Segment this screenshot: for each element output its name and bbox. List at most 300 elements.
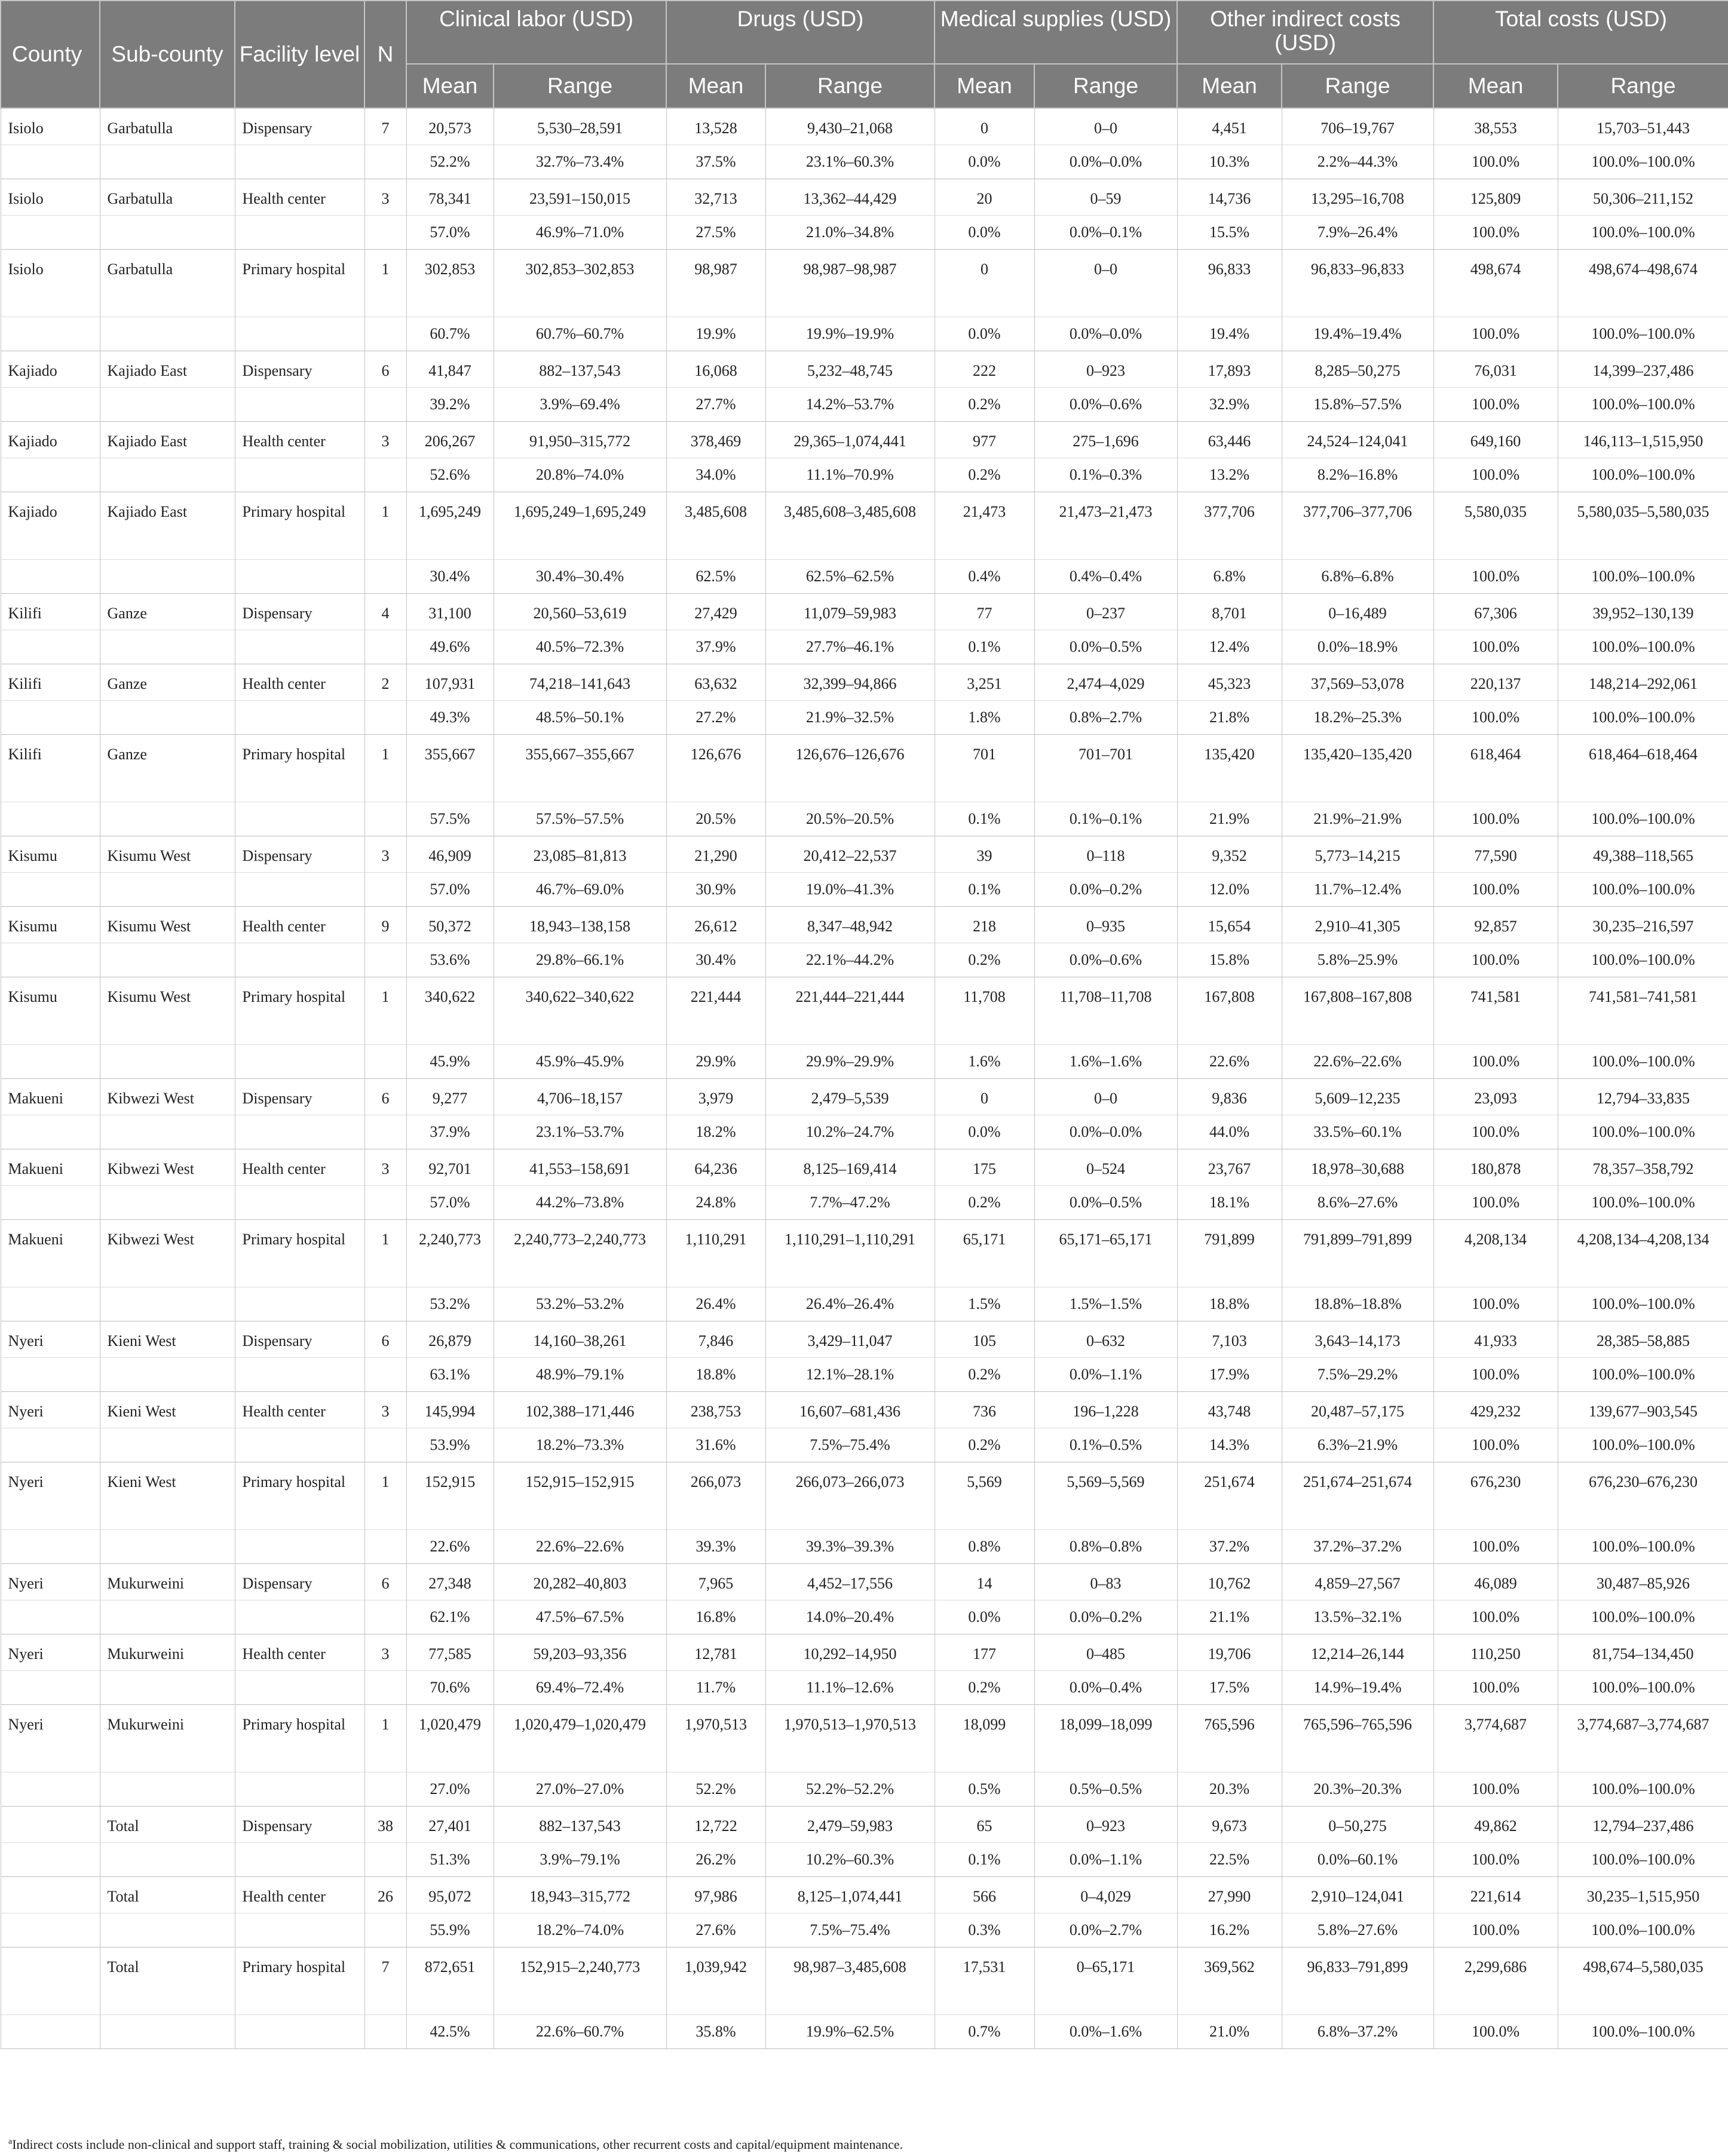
clinical-labor-mean-percent-cell: 57.0% — [406, 1186, 494, 1220]
table-row — [1, 1877, 1728, 1913]
header-drugs: Drugs (USD) — [666, 1, 935, 64]
empty-cell — [100, 630, 235, 664]
other-indirect-mean-percent-cell: 20.3% — [1177, 1772, 1282, 1807]
empty-cell — [100, 560, 235, 594]
drugs-range-cell: 3,429–11,047 — [765, 1321, 935, 1358]
clinical-labor-range-percent-cell: 48.9%–79.1% — [494, 1358, 666, 1392]
clinical-labor-mean-percent-cell: 53.6% — [406, 943, 494, 977]
total-costs-mean-cell: 180,878 — [1433, 1149, 1558, 1186]
clinical-labor-range-cell: 2,240,773–2,240,773 — [494, 1220, 666, 1287]
other-indirect-mean-percent-cell: 37.2% — [1177, 1530, 1282, 1564]
table-row-percent — [1, 1045, 1728, 1079]
drugs-mean-percent-cell: 16.8% — [666, 1600, 765, 1634]
other-indirect-mean-percent-cell: 17.5% — [1177, 1671, 1282, 1705]
empty-cell — [235, 1843, 364, 1877]
other-indirect-mean-cell: 9,673 — [1177, 1807, 1282, 1843]
clinical-labor-range-cell: 18,943–315,772 — [494, 1877, 666, 1913]
total-costs-range-percent-cell: 100.0%–100.0% — [1558, 216, 1728, 250]
table-row-percent — [1, 1530, 1728, 1564]
empty-cell — [1, 1287, 100, 1321]
drugs-mean-percent-cell: 37.9% — [666, 630, 765, 664]
clinical-labor-range-cell: 5,530–28,591 — [494, 108, 666, 145]
total-costs-range-cell: 50,306–211,152 — [1558, 179, 1728, 216]
facility-level-cell: Primary hospital — [235, 492, 364, 560]
clinical-labor-mean-cell: 206,267 — [406, 422, 494, 458]
header-range: Range — [1558, 64, 1728, 108]
empty-cell — [1, 1115, 100, 1149]
n-cell: 3 — [364, 1149, 406, 1186]
table-row — [1, 1321, 1728, 1358]
clinical-labor-mean-percent-cell: 57.5% — [406, 802, 494, 836]
clinical-labor-range-cell: 23,085–81,813 — [494, 836, 666, 873]
medical-supplies-range-percent-cell: 0.0%–1.1% — [1034, 1358, 1177, 1392]
drugs-range-percent-cell: 11.1%–12.6% — [765, 1671, 935, 1705]
medical-supplies-mean-cell: 175 — [935, 1149, 1034, 1186]
medical-supplies-mean-percent-cell: 1.8% — [935, 701, 1034, 735]
other-indirect-mean-percent-cell: 6.8% — [1177, 560, 1282, 594]
clinical-labor-range-cell: 1,020,479–1,020,479 — [494, 1705, 666, 1772]
empty-cell — [100, 1045, 235, 1079]
total-costs-mean-percent-cell: 100.0% — [1433, 1287, 1558, 1321]
drugs-mean-cell: 1,039,942 — [666, 1948, 765, 2015]
other-indirect-range-percent-cell: 13.5%–32.1% — [1282, 1600, 1433, 1634]
medical-supplies-mean-percent-cell: 0.1% — [935, 873, 1034, 907]
clinical-labor-mean-percent-cell: 60.7% — [406, 317, 494, 351]
table-row-percent — [1, 630, 1728, 664]
clinical-labor-range-cell: 20,560–53,619 — [494, 594, 666, 630]
clinical-labor-range-cell: 102,388–171,446 — [494, 1392, 666, 1428]
medical-supplies-range-percent-cell: 0.0%–0.0% — [1034, 145, 1177, 179]
clinical-labor-range-percent-cell: 46.9%–71.0% — [494, 216, 666, 250]
n-cell: 38 — [364, 1807, 406, 1843]
clinical-labor-mean-percent-cell: 39.2% — [406, 388, 494, 422]
other-indirect-range-cell: 377,706–377,706 — [1282, 492, 1433, 560]
empty-cell — [100, 1843, 235, 1877]
empty-cell — [1, 2015, 100, 2049]
drugs-mean-percent-cell: 30.4% — [666, 943, 765, 977]
empty-cell — [364, 1428, 406, 1462]
medical-supplies-mean-cell: 21,473 — [935, 492, 1034, 560]
clinical-labor-mean-cell: 355,667 — [406, 735, 494, 802]
empty-cell — [1, 1671, 100, 1705]
drugs-mean-cell: 98,987 — [666, 250, 765, 317]
other-indirect-mean-cell: 27,990 — [1177, 1877, 1282, 1913]
table-body — [1, 108, 1728, 2049]
medical-supplies-range-cell: 0–65,171 — [1034, 1948, 1177, 2015]
clinical-labor-range-cell: 340,622–340,622 — [494, 977, 666, 1045]
total-costs-range-cell: 498,674–5,580,035 — [1558, 1948, 1728, 2015]
total-costs-mean-cell: 741,581 — [1433, 977, 1558, 1045]
empty-cell — [100, 1671, 235, 1705]
empty-cell — [235, 1186, 364, 1220]
other-indirect-range-cell: 765,596–765,596 — [1282, 1705, 1433, 1772]
header-medical-supplies: Medical supplies (USD) — [935, 1, 1177, 64]
drugs-range-percent-cell: 10.2%–60.3% — [765, 1843, 935, 1877]
empty-cell — [100, 1600, 235, 1634]
clinical-labor-range-cell: 41,553–158,691 — [494, 1149, 666, 1186]
other-indirect-range-percent-cell: 0.0%–18.9% — [1282, 630, 1433, 664]
other-indirect-mean-cell: 4,451 — [1177, 108, 1282, 145]
clinical-labor-range-percent-cell: 45.9%–45.9% — [494, 1045, 666, 1079]
empty-cell — [1, 943, 100, 977]
empty-cell — [100, 2015, 235, 2049]
table-row — [1, 664, 1728, 701]
sub-county-cell: Mukurweini — [100, 1564, 235, 1600]
total-costs-range-cell: 12,794–33,835 — [1558, 1079, 1728, 1115]
empty-cell — [100, 802, 235, 836]
drugs-range-cell: 8,347–48,942 — [765, 907, 935, 943]
facility-level-cell: Primary hospital — [235, 1705, 364, 1772]
total-costs-mean-cell: 92,857 — [1433, 907, 1558, 943]
total-costs-mean-percent-cell: 100.0% — [1433, 943, 1558, 977]
clinical-labor-mean-cell: 92,701 — [406, 1149, 494, 1186]
medical-supplies-range-cell: 275–1,696 — [1034, 422, 1177, 458]
clinical-labor-range-percent-cell: 57.5%–57.5% — [494, 802, 666, 836]
sub-county-cell: Kieni West — [100, 1392, 235, 1428]
clinical-labor-mean-cell: 27,401 — [406, 1807, 494, 1843]
sub-county-cell: Kajiado East — [100, 422, 235, 458]
empty-cell — [100, 701, 235, 735]
other-indirect-range-cell: 20,487–57,175 — [1282, 1392, 1433, 1428]
total-costs-mean-cell: 4,208,134 — [1433, 1220, 1558, 1287]
table-row — [1, 1149, 1728, 1186]
other-indirect-mean-percent-cell: 12.4% — [1177, 630, 1282, 664]
drugs-mean-cell: 238,753 — [666, 1392, 765, 1428]
other-indirect-range-percent-cell: 18.2%–25.3% — [1282, 701, 1433, 735]
other-indirect-mean-percent-cell: 17.9% — [1177, 1358, 1282, 1392]
drugs-mean-percent-cell: 18.2% — [666, 1115, 765, 1149]
empty-cell — [1, 1358, 100, 1392]
sub-county-cell: Garbatulla — [100, 250, 235, 317]
total-costs-range-percent-cell: 100.0%–100.0% — [1558, 560, 1728, 594]
total-costs-range-cell: 146,113–1,515,950 — [1558, 422, 1728, 458]
empty-cell — [235, 145, 364, 179]
drugs-mean-cell: 221,444 — [666, 977, 765, 1045]
n-cell: 1 — [364, 977, 406, 1045]
total-costs-mean-cell: 3,774,687 — [1433, 1705, 1558, 1772]
other-indirect-range-percent-cell: 19.4%–19.4% — [1282, 317, 1433, 351]
drugs-mean-percent-cell: 62.5% — [666, 560, 765, 594]
empty-cell — [235, 1671, 364, 1705]
total-costs-mean-percent-cell: 100.0% — [1433, 1671, 1558, 1705]
other-indirect-range-percent-cell: 20.3%–20.3% — [1282, 1772, 1433, 1807]
clinical-labor-range-cell: 14,160–38,261 — [494, 1321, 666, 1358]
other-indirect-range-percent-cell: 7.5%–29.2% — [1282, 1358, 1433, 1392]
empty-cell — [1, 1045, 100, 1079]
other-indirect-range-cell: 2,910–124,041 — [1282, 1877, 1433, 1913]
empty-cell — [100, 216, 235, 250]
table-row — [1, 836, 1728, 873]
other-indirect-mean-cell: 9,352 — [1177, 836, 1282, 873]
clinical-labor-mean-percent-cell: 42.5% — [406, 2015, 494, 2049]
empty-cell — [100, 1186, 235, 1220]
clinical-labor-mean-cell: 1,695,249 — [406, 492, 494, 560]
other-indirect-mean-cell: 10,762 — [1177, 1564, 1282, 1600]
medical-supplies-mean-percent-cell: 0.2% — [935, 458, 1034, 492]
total-costs-mean-cell: 220,137 — [1433, 664, 1558, 701]
drugs-mean-percent-cell: 52.2% — [666, 1772, 765, 1807]
other-indirect-range-cell: 12,214–26,144 — [1282, 1634, 1433, 1671]
county-cell: Nyeri — [1, 1392, 100, 1428]
other-indirect-range-cell: 96,833–96,833 — [1282, 250, 1433, 317]
drugs-range-cell: 20,412–22,537 — [765, 836, 935, 873]
table-row-percent — [1, 1843, 1728, 1877]
header-county: County — [1, 1, 100, 108]
clinical-labor-mean-percent-cell: 45.9% — [406, 1045, 494, 1079]
empty-cell — [235, 802, 364, 836]
header-mean: Mean — [1177, 64, 1282, 108]
clinical-labor-mean-cell: 78,341 — [406, 179, 494, 216]
sub-county-cell: Mukurweini — [100, 1634, 235, 1671]
clinical-labor-range-percent-cell: 30.4%–30.4% — [494, 560, 666, 594]
total-costs-range-cell: 81,754–134,450 — [1558, 1634, 1728, 1671]
county-cell: Nyeri — [1, 1705, 100, 1772]
medical-supplies-range-cell: 65,171–65,171 — [1034, 1220, 1177, 1287]
drugs-range-percent-cell: 11.1%–70.9% — [765, 458, 935, 492]
drugs-mean-cell: 13,528 — [666, 108, 765, 145]
drugs-mean-cell: 16,068 — [666, 351, 765, 388]
clinical-labor-mean-cell: 46,909 — [406, 836, 494, 873]
total-costs-range-cell: 148,214–292,061 — [1558, 664, 1728, 701]
medical-supplies-range-percent-cell: 0.5%–0.5% — [1034, 1772, 1177, 1807]
n-cell: 3 — [364, 1392, 406, 1428]
facility-level-cell: Health center — [235, 422, 364, 458]
clinical-labor-mean-cell: 95,072 — [406, 1877, 494, 1913]
n-cell: 1 — [364, 1705, 406, 1772]
clinical-labor-range-percent-cell: 3.9%–79.1% — [494, 1843, 666, 1877]
clinical-labor-range-cell: 152,915–2,240,773 — [494, 1948, 666, 2015]
empty-cell — [364, 388, 406, 422]
other-indirect-mean-percent-cell: 18.1% — [1177, 1186, 1282, 1220]
medical-supplies-mean-percent-cell: 0.1% — [935, 802, 1034, 836]
empty-cell — [100, 873, 235, 907]
county-cell: Makueni — [1, 1149, 100, 1186]
header-other-indirect-costs: Other indirect costs (USD) — [1177, 1, 1433, 64]
sub-county-cell: Kibwezi West — [100, 1220, 235, 1287]
other-indirect-range-percent-cell: 6.8%–6.8% — [1282, 560, 1433, 594]
facility-level-cell: Health center — [235, 179, 364, 216]
clinical-labor-range-cell: 4,706–18,157 — [494, 1079, 666, 1115]
total-costs-mean-cell: 618,464 — [1433, 735, 1558, 802]
other-indirect-mean-cell: 23,767 — [1177, 1149, 1282, 1186]
total-costs-range-cell: 39,952–130,139 — [1558, 594, 1728, 630]
drugs-range-cell: 16,607–681,436 — [765, 1392, 935, 1428]
empty-cell — [100, 1358, 235, 1392]
medical-supplies-range-percent-cell: 0.1%–0.3% — [1034, 458, 1177, 492]
drugs-mean-percent-cell: 19.9% — [666, 317, 765, 351]
other-indirect-range-cell: 706–19,767 — [1282, 108, 1433, 145]
other-indirect-range-cell: 5,773–14,215 — [1282, 836, 1433, 873]
clinical-labor-mean-percent-cell: 57.0% — [406, 873, 494, 907]
clinical-labor-range-percent-cell: 20.8%–74.0% — [494, 458, 666, 492]
clinical-labor-range-cell: 882–137,543 — [494, 351, 666, 388]
drugs-range-percent-cell: 19.9%–19.9% — [765, 317, 935, 351]
other-indirect-mean-cell: 251,674 — [1177, 1462, 1282, 1530]
drugs-range-percent-cell: 7.5%–75.4% — [765, 1913, 935, 1948]
drugs-mean-cell: 1,970,513 — [666, 1705, 765, 1772]
clinical-labor-mean-percent-cell: 63.1% — [406, 1358, 494, 1392]
medical-supplies-range-cell: 0–524 — [1034, 1149, 1177, 1186]
drugs-range-percent-cell: 7.7%–47.2% — [765, 1186, 935, 1220]
medical-supplies-range-percent-cell: 0.0%–0.1% — [1034, 216, 1177, 250]
sub-county-cell: Kisumu West — [100, 836, 235, 873]
drugs-range-percent-cell: 21.0%–34.8% — [765, 216, 935, 250]
drugs-range-cell: 221,444–221,444 — [765, 977, 935, 1045]
medical-supplies-mean-percent-cell: 1.6% — [935, 1045, 1034, 1079]
total-costs-range-cell: 28,385–58,885 — [1558, 1321, 1728, 1358]
empty-cell — [364, 317, 406, 351]
medical-supplies-range-cell: 196–1,228 — [1034, 1392, 1177, 1428]
total-costs-range-percent-cell: 100.0%–100.0% — [1558, 317, 1728, 351]
total-costs-range-percent-cell: 100.0%–100.0% — [1558, 1358, 1728, 1392]
other-indirect-range-cell: 24,524–124,041 — [1282, 422, 1433, 458]
empty-cell — [100, 1428, 235, 1462]
medical-supplies-mean-cell: 14 — [935, 1564, 1034, 1600]
drugs-range-percent-cell: 26.4%–26.4% — [765, 1287, 935, 1321]
table-footnote — [8, 2137, 903, 2152]
total-costs-mean-cell: 429,232 — [1433, 1392, 1558, 1428]
empty-cell — [1, 1913, 100, 1948]
drugs-mean-cell: 97,986 — [666, 1877, 765, 1913]
empty-cell — [364, 560, 406, 594]
other-indirect-range-cell: 13,295–16,708 — [1282, 179, 1433, 216]
total-costs-mean-cell: 46,089 — [1433, 1564, 1558, 1600]
empty-cell — [235, 1772, 364, 1807]
medical-supplies-range-cell: 0–0 — [1034, 108, 1177, 145]
clinical-labor-range-percent-cell: 44.2%–73.8% — [494, 1186, 666, 1220]
medical-supplies-mean-cell: 736 — [935, 1392, 1034, 1428]
drugs-mean-percent-cell: 27.5% — [666, 216, 765, 250]
facility-level-cell: Dispensary — [235, 1321, 364, 1358]
drugs-range-cell: 126,676–126,676 — [765, 735, 935, 802]
facility-level-cell: Primary hospital — [235, 250, 364, 317]
medical-supplies-mean-percent-cell: 1.5% — [935, 1287, 1034, 1321]
total-costs-mean-percent-cell: 100.0% — [1433, 1186, 1558, 1220]
table-row-percent — [1, 701, 1728, 735]
medical-supplies-range-cell: 2,474–4,029 — [1034, 664, 1177, 701]
medical-supplies-mean-cell: 77 — [935, 594, 1034, 630]
total-costs-range-percent-cell: 100.0%–100.0% — [1558, 873, 1728, 907]
total-costs-mean-cell: 649,160 — [1433, 422, 1558, 458]
empty-cell — [364, 1115, 406, 1149]
n-cell: 9 — [364, 907, 406, 943]
other-indirect-mean-percent-cell: 15.8% — [1177, 943, 1282, 977]
header-range: Range — [765, 64, 935, 108]
header-mean: Mean — [935, 64, 1034, 108]
total-costs-mean-percent-cell: 100.0% — [1433, 317, 1558, 351]
other-indirect-mean-percent-cell: 22.5% — [1177, 1843, 1282, 1877]
other-indirect-range-percent-cell: 7.9%–26.4% — [1282, 216, 1433, 250]
medical-supplies-mean-cell: 977 — [935, 422, 1034, 458]
facility-level-cell: Primary hospital — [235, 1220, 364, 1287]
medical-supplies-mean-percent-cell: 0.2% — [935, 388, 1034, 422]
table-row — [1, 1392, 1728, 1428]
table-header — [1, 1, 1728, 108]
total-costs-range-percent-cell: 100.0%–100.0% — [1558, 1530, 1728, 1564]
drugs-mean-percent-cell: 34.0% — [666, 458, 765, 492]
county-cell: Kilifi — [1, 594, 100, 630]
n-cell: 4 — [364, 594, 406, 630]
other-indirect-mean-cell: 14,736 — [1177, 179, 1282, 216]
drugs-mean-percent-cell: 39.3% — [666, 1530, 765, 1564]
other-indirect-mean-percent-cell: 21.8% — [1177, 701, 1282, 735]
facility-level-cell: Health center — [235, 1392, 364, 1428]
total-costs-range-percent-cell: 100.0%–100.0% — [1558, 1428, 1728, 1462]
facility-level-cell: Primary hospital — [235, 735, 364, 802]
drugs-range-percent-cell: 14.2%–53.7% — [765, 388, 935, 422]
empty-cell — [364, 873, 406, 907]
table-row-percent — [1, 216, 1728, 250]
drugs-range-cell: 3,485,608–3,485,608 — [765, 492, 935, 560]
other-indirect-mean-percent-cell: 12.0% — [1177, 873, 1282, 907]
sub-county-cell: Kisumu West — [100, 977, 235, 1045]
county-cell: Kisumu — [1, 977, 100, 1045]
other-indirect-mean-cell: 765,596 — [1177, 1705, 1282, 1772]
empty-cell — [235, 701, 364, 735]
clinical-labor-range-cell: 355,667–355,667 — [494, 735, 666, 802]
other-indirect-mean-percent-cell: 19.4% — [1177, 317, 1282, 351]
other-indirect-mean-cell: 96,833 — [1177, 250, 1282, 317]
clinical-labor-mean-cell: 50,372 — [406, 907, 494, 943]
total-costs-mean-percent-cell: 100.0% — [1433, 1843, 1558, 1877]
medical-supplies-range-percent-cell: 0.1%–0.5% — [1034, 1428, 1177, 1462]
empty-cell — [235, 388, 364, 422]
empty-cell — [235, 1600, 364, 1634]
medical-supplies-mean-percent-cell: 0.0% — [935, 1115, 1034, 1149]
total-costs-mean-cell: 125,809 — [1433, 179, 1558, 216]
other-indirect-range-cell: 96,833–791,899 — [1282, 1948, 1433, 2015]
county-cell: Kisumu — [1, 836, 100, 873]
medical-supplies-mean-percent-cell: 0.3% — [935, 1913, 1034, 1948]
clinical-labor-mean-cell: 20,573 — [406, 108, 494, 145]
total-costs-range-cell: 5,580,035–5,580,035 — [1558, 492, 1728, 560]
clinical-labor-range-percent-cell: 47.5%–67.5% — [494, 1600, 666, 1634]
empty-cell — [100, 943, 235, 977]
medical-supplies-range-cell: 5,569–5,569 — [1034, 1462, 1177, 1530]
table-row — [1, 108, 1728, 145]
empty-cell — [100, 1530, 235, 1564]
clinical-labor-mean-percent-cell: 49.6% — [406, 630, 494, 664]
total-costs-range-percent-cell: 100.0%–100.0% — [1558, 1772, 1728, 1807]
clinical-labor-range-cell: 23,591–150,015 — [494, 179, 666, 216]
drugs-range-cell: 8,125–1,074,441 — [765, 1877, 935, 1913]
n-cell: 2 — [364, 664, 406, 701]
empty-cell — [364, 1600, 406, 1634]
table-row — [1, 735, 1728, 802]
medical-supplies-mean-percent-cell: 0.8% — [935, 1530, 1034, 1564]
empty-cell — [364, 630, 406, 664]
clinical-labor-mean-percent-cell: 52.6% — [406, 458, 494, 492]
header-range: Range — [1034, 64, 1177, 108]
total-costs-range-cell: 78,357–358,792 — [1558, 1149, 1728, 1186]
table-row-percent — [1, 388, 1728, 422]
empty-cell — [100, 1913, 235, 1948]
table-row-percent — [1, 1358, 1728, 1392]
table-row-percent — [1, 943, 1728, 977]
clinical-labor-mean-cell: 302,853 — [406, 250, 494, 317]
drugs-range-percent-cell: 52.2%–52.2% — [765, 1772, 935, 1807]
drugs-range-percent-cell: 12.1%–28.1% — [765, 1358, 935, 1392]
clinical-labor-mean-cell: 152,915 — [406, 1462, 494, 1530]
medical-supplies-mean-percent-cell: 0.0% — [935, 1600, 1034, 1634]
medical-supplies-range-percent-cell: 0.8%–0.8% — [1034, 1530, 1177, 1564]
drugs-mean-percent-cell: 30.9% — [666, 873, 765, 907]
header-n: N — [364, 1, 406, 108]
medical-supplies-mean-percent-cell: 0.1% — [935, 1843, 1034, 1877]
medical-supplies-mean-percent-cell: 0.5% — [935, 1772, 1034, 1807]
medical-supplies-mean-cell: 18,099 — [935, 1705, 1034, 1772]
sub-county-cell: Kajiado East — [100, 492, 235, 560]
